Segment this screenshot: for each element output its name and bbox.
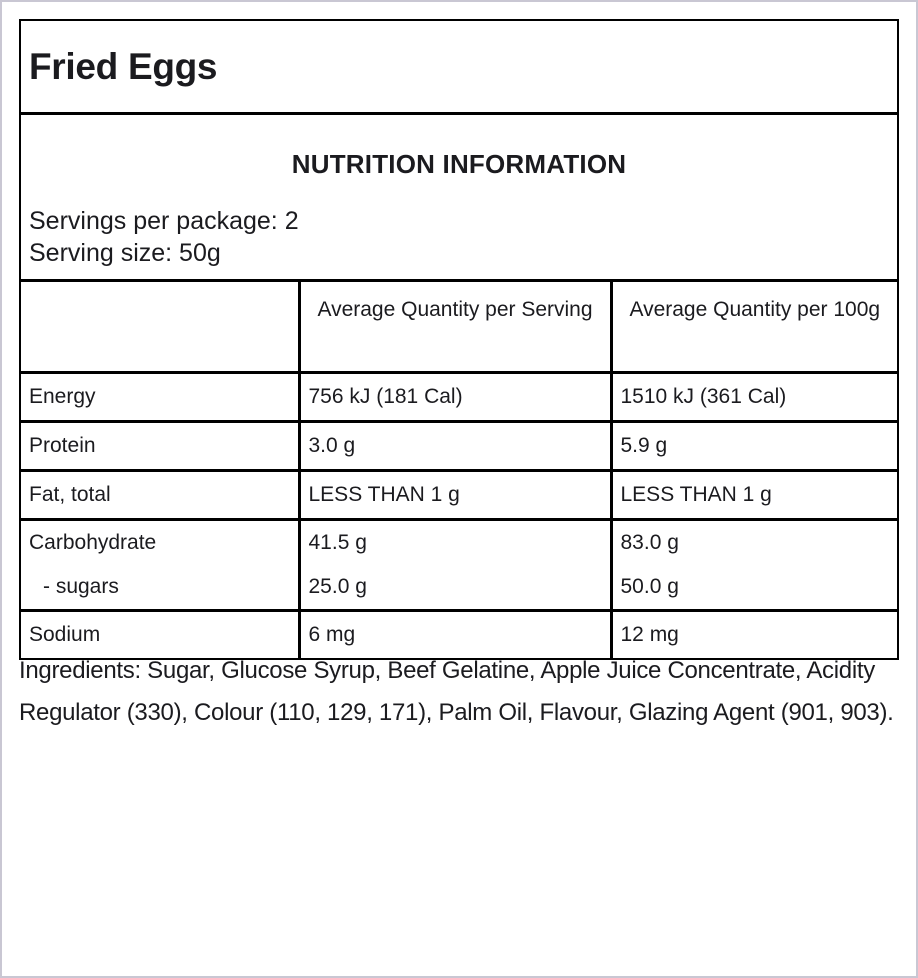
header-per-serving: Average Quantity per Serving xyxy=(299,282,611,372)
nutrition-info-section xyxy=(21,115,897,282)
per-serving-value: 6 mg xyxy=(299,610,611,658)
title-section xyxy=(21,21,897,115)
nutrient-name: Sodium xyxy=(21,610,299,658)
per-serving-group xyxy=(299,519,611,610)
table-row xyxy=(21,470,897,519)
per-serving-value: LESS THAN 1 g xyxy=(299,470,611,519)
serving-size: Serving size: 50g xyxy=(29,239,221,267)
per-serving-value: 756 kJ (181 Cal) xyxy=(299,372,611,421)
per-100g-group xyxy=(611,519,897,610)
nutrient-name: Fat, total xyxy=(21,470,299,519)
per-serving-value: 3.0 g xyxy=(299,421,611,470)
nutrient-name-group xyxy=(21,519,299,610)
per-100g-value: 83.0 g xyxy=(620,530,679,554)
per-100g-value: 12 mg xyxy=(620,622,679,646)
serving-info xyxy=(29,205,299,269)
table-row xyxy=(21,372,897,421)
nutrient-name: Energy xyxy=(21,372,299,421)
header-per-100g: Average Quantity per 100g xyxy=(611,282,897,372)
nutrition-panel xyxy=(19,19,899,660)
nutrient-name: Carbohydrate xyxy=(29,530,157,554)
table-header-row xyxy=(21,282,897,372)
product-title: Fried Eggs xyxy=(29,45,218,87)
sub-nutrient-name: - sugars xyxy=(43,574,119,598)
table-row xyxy=(21,421,897,470)
per-serving-value: 41.5 g xyxy=(308,530,367,554)
nutrient-name: Protein xyxy=(21,421,299,470)
header-nutrient xyxy=(21,282,299,372)
per-100g-value: 5.9 g xyxy=(611,421,897,470)
servings-per-package: Servings per package: 2 xyxy=(29,207,299,235)
sub-per-100g-value: 50.0 g xyxy=(620,574,679,598)
sub-per-serving-value: 25.0 g xyxy=(308,574,367,598)
per-100g-value: LESS THAN 1 g xyxy=(611,470,897,519)
nutrition-table xyxy=(21,282,897,658)
ingredients-text: Ingredients: Sugar, Glucose Syrup, Beef Gelatine, Apple Juice Concentrate, Acidity Regulator (330), Colour (110, 129, 171), Palm Oil, Flavour, Glazing Agent (901, 903). xyxy=(19,657,894,726)
table-row xyxy=(21,519,897,610)
nutrition-heading: NUTRITION INFORMATION xyxy=(291,149,627,179)
per-100g-value: 1510 kJ (361 Cal) xyxy=(611,372,897,421)
